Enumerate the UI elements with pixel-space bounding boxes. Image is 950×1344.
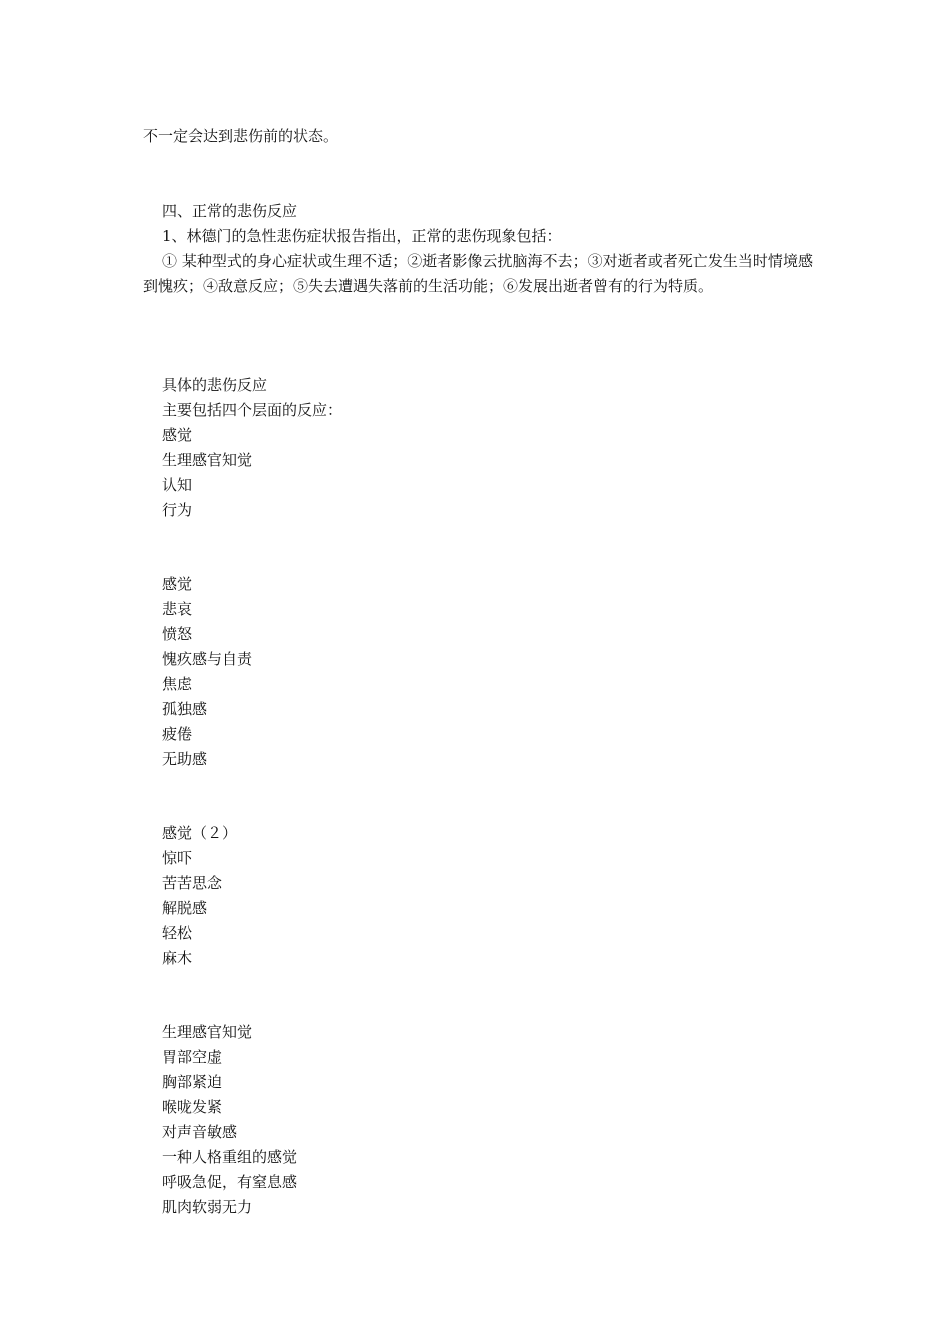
group-title: 生理感官知觉 bbox=[162, 1023, 253, 1041]
list-item: 麻木 bbox=[162, 949, 193, 967]
continuation-line: 不一定会达到悲伤前的状态。 bbox=[143, 127, 339, 145]
list-item: 呼吸急促，有窒息感 bbox=[162, 1173, 298, 1191]
list-item: 对声音敏感 bbox=[162, 1123, 238, 1141]
group-title: 感觉（２） bbox=[162, 824, 238, 842]
list-item: 悲哀 bbox=[162, 600, 193, 618]
group-title: 具体的悲伤反应 bbox=[162, 376, 268, 394]
section-heading: 四、正常的悲伤反应 bbox=[162, 202, 298, 220]
list-item: 行为 bbox=[162, 501, 193, 519]
list-item: 苦苦思念 bbox=[162, 874, 223, 892]
list-item: 疲倦 bbox=[162, 725, 193, 743]
list-item: 解脱感 bbox=[162, 899, 208, 917]
list-item: 胸部紧迫 bbox=[162, 1073, 223, 1091]
symptom-list-paragraph: ① 某种型式的身心症状或生理不适；②逝者影像云扰脑海不去；③对逝者或者死亡发生当时情境感到愧疚；④敌意反应；⑤失去遭遇失落前的生活功能；⑥发展出逝者曾有的行为特质。 bbox=[143, 252, 813, 295]
list-item: 感觉 bbox=[162, 426, 193, 444]
list-item: 生理感官知觉 bbox=[162, 451, 253, 469]
list-item: 认知 bbox=[162, 476, 193, 494]
section-item-1: 1、林德门的急性悲伤症状报告指出，正常的悲伤现象包括： bbox=[162, 227, 562, 245]
group-subtitle: 主要包括四个层面的反应： bbox=[162, 401, 343, 419]
list-item: 胃部空虚 bbox=[162, 1048, 223, 1066]
group-title: 感觉 bbox=[162, 575, 193, 593]
list-item: 喉咙发紧 bbox=[162, 1098, 223, 1116]
list-item: 无助感 bbox=[162, 750, 208, 768]
list-item: 肌肉软弱无力 bbox=[162, 1198, 253, 1216]
list-item: 愧疚感与自责 bbox=[162, 650, 253, 668]
list-item: 焦虑 bbox=[162, 675, 193, 693]
list-item: 惊吓 bbox=[162, 849, 193, 867]
list-item: 一种人格重组的感觉 bbox=[162, 1148, 298, 1166]
list-item: 愤怒 bbox=[162, 625, 193, 643]
list-item: 轻松 bbox=[162, 924, 193, 942]
list-item: 孤独感 bbox=[162, 700, 208, 718]
